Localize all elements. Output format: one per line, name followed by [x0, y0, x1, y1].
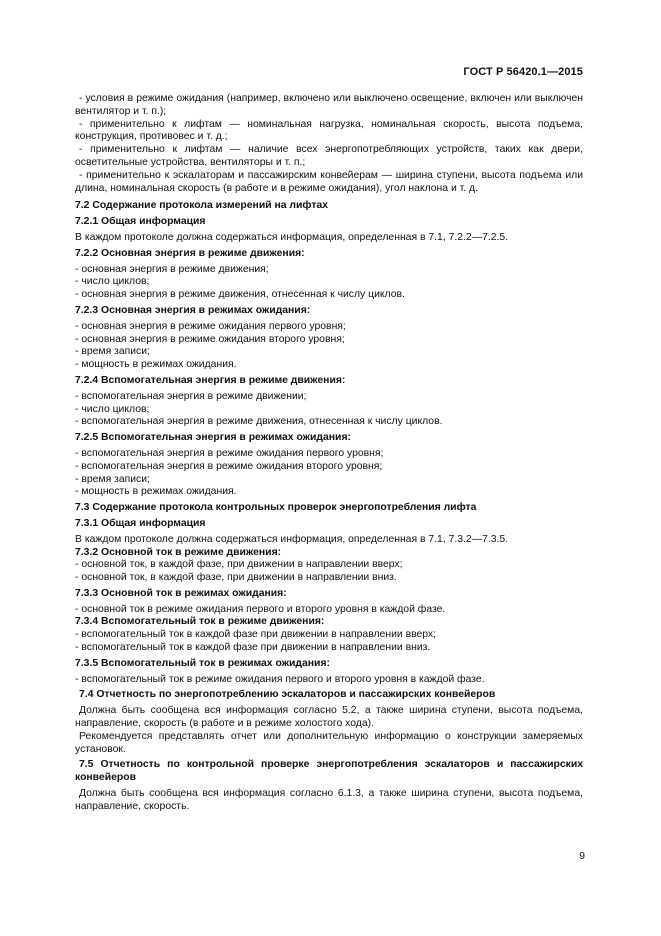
- subsection-heading-7-3-3: 7.3.3 Основной ток в режимах ожидания:: [75, 587, 287, 599]
- paragraph: Должна быть сообщена вся информация согласно 5.2, а также ширина ступени, высота подъема, направление, скорость (в работе и в режиме холостого хода).: [75, 705, 583, 730]
- paragraph: Рекомендуется представлять отчет или дополнительную информацию о конструкции замеряемых установок.: [75, 730, 583, 755]
- section-heading-7-5: 7.5 Отчетность по контрольной проверке энергопотребления эскалаторов и пассажирских конвейеров: [75, 759, 583, 784]
- section-heading-7-4: 7.4 Отчетность по энергопотреблению эскалаторов и пассажирских конвейеров: [79, 689, 496, 701]
- list-item: - основной ток в режиме ожидания первого и второго уровня в каждой фазе.: [75, 603, 446, 615]
- list-item: - вспомогательный ток в каждой фазе при движении в направлении вверх;: [75, 629, 437, 641]
- list-item: - число циклов;: [75, 276, 150, 288]
- document-header: ГОСТ Р 56420.1—2015: [463, 66, 583, 78]
- list-item: - применительно к лифтам — номинальная нагрузка, номинальная скорость, высота подъема, конструкция, противовес и т. д.;: [75, 118, 583, 143]
- list-item: - основная энергия в режиме ожидания первого уровня;: [75, 320, 346, 332]
- list-item: - мощность в режимах ожидания.: [75, 486, 237, 498]
- document-body: [75, 93, 583, 814]
- paragraph: Должна быть сообщена вся информация согласно 6.1.3, а также ширина ступени, высота подъема, направление, скорость.: [75, 788, 583, 812]
- list-item: - основная энергия в режиме ожидания второго уровня;: [75, 333, 345, 345]
- section-heading-7-3: 7.3 Содержание протокола контрольных проверок энергопотребления лифта: [75, 502, 477, 514]
- list-item: - применительно к эскалаторам и пассажирским конвейерам — ширина ступени, высота подъема или длина, номинальная скорость (в работе и в режиме ожидания), угол наклона и т. д.: [75, 169, 583, 194]
- list-item: - основной ток, в каждой фазе, при движении в направлении вниз.: [75, 572, 397, 584]
- list-item: - вспомогательная энергия в режиме движении;: [75, 390, 307, 402]
- list-item: - мощность в режимах ожидания.: [75, 359, 237, 371]
- list-item: - вспомогательная энергия в режиме движения, отнесенная к числу циклов.: [75, 416, 443, 428]
- subsection-heading-7-2-5: 7.2.5 Вспомогательная энергия в режимах ожидания:: [75, 432, 351, 444]
- subsection-heading-7-3-5: 7.3.5 Вспомогательный ток в режимах ожидания:: [75, 657, 330, 669]
- list-item: - время записи;: [75, 473, 150, 485]
- list-item: - вспомогательный ток в режиме ожидания первого и второго уровня в каждой фазе.: [75, 673, 485, 685]
- list-item: - вспомогательная энергия в режиме ожидания первого уровня;: [75, 447, 384, 459]
- subsection-heading-7-2-4: 7.2.4 Вспомогательная энергия в режиме движения:: [75, 374, 346, 386]
- list-item: - основная энергия в режиме движения;: [75, 263, 269, 275]
- paragraph: В каждом протоколе должна содержаться информация, определенная в 7.1, 7.2.2—7.2.5.: [75, 231, 509, 243]
- list-item: - вспомогательный ток в каждой фазе при движении в направлении вниз.: [75, 642, 431, 654]
- list-item: - время записи;: [75, 346, 150, 358]
- section-heading-7-2: 7.2 Содержание протокола измерений на лифтах: [75, 200, 329, 212]
- list-item: - основная энергия в режиме движения, отнесенная к числу циклов.: [75, 289, 405, 301]
- list-item: - применительно к лифтам — наличие всех энергопотребляющих устройств, таких как двери, осветительные устройства, вентиляторы и т. п.;: [75, 144, 583, 168]
- subsection-heading-7-3-2: 7.3.2 Основной ток в режиме движения:: [75, 546, 282, 558]
- list-item: - условия в режиме ожидания (например, включено или выключено освещение, включен или выключен вентилятор и т. п.);: [75, 93, 583, 117]
- list-item: - число циклов;: [75, 403, 150, 415]
- list-item: - основной ток, в каждой фазе, при движении в направлении вверх;: [75, 559, 403, 571]
- page-number: 9: [579, 851, 585, 862]
- subsection-heading-7-3-1: 7.3.1 Общая информация: [75, 517, 206, 529]
- subsection-heading-7-2-2: 7.2.2 Основная энергия в режиме движения:: [75, 247, 305, 259]
- list-item: - вспомогательная энергия в режиме ожидания второго уровня;: [75, 460, 383, 472]
- paragraph: В каждом протоколе должна содержаться информация, определенная в 7.1, 7.3.2—7.3.5.: [75, 533, 509, 545]
- subsection-heading-7-3-4: 7.3.4 Вспомогательный ток в режиме движения:: [75, 616, 325, 628]
- subsection-heading-7-2-1: 7.2.1 Общая информация: [75, 216, 206, 228]
- subsection-heading-7-2-3: 7.2.3 Основная энергия в режимах ожидания:: [75, 304, 311, 316]
